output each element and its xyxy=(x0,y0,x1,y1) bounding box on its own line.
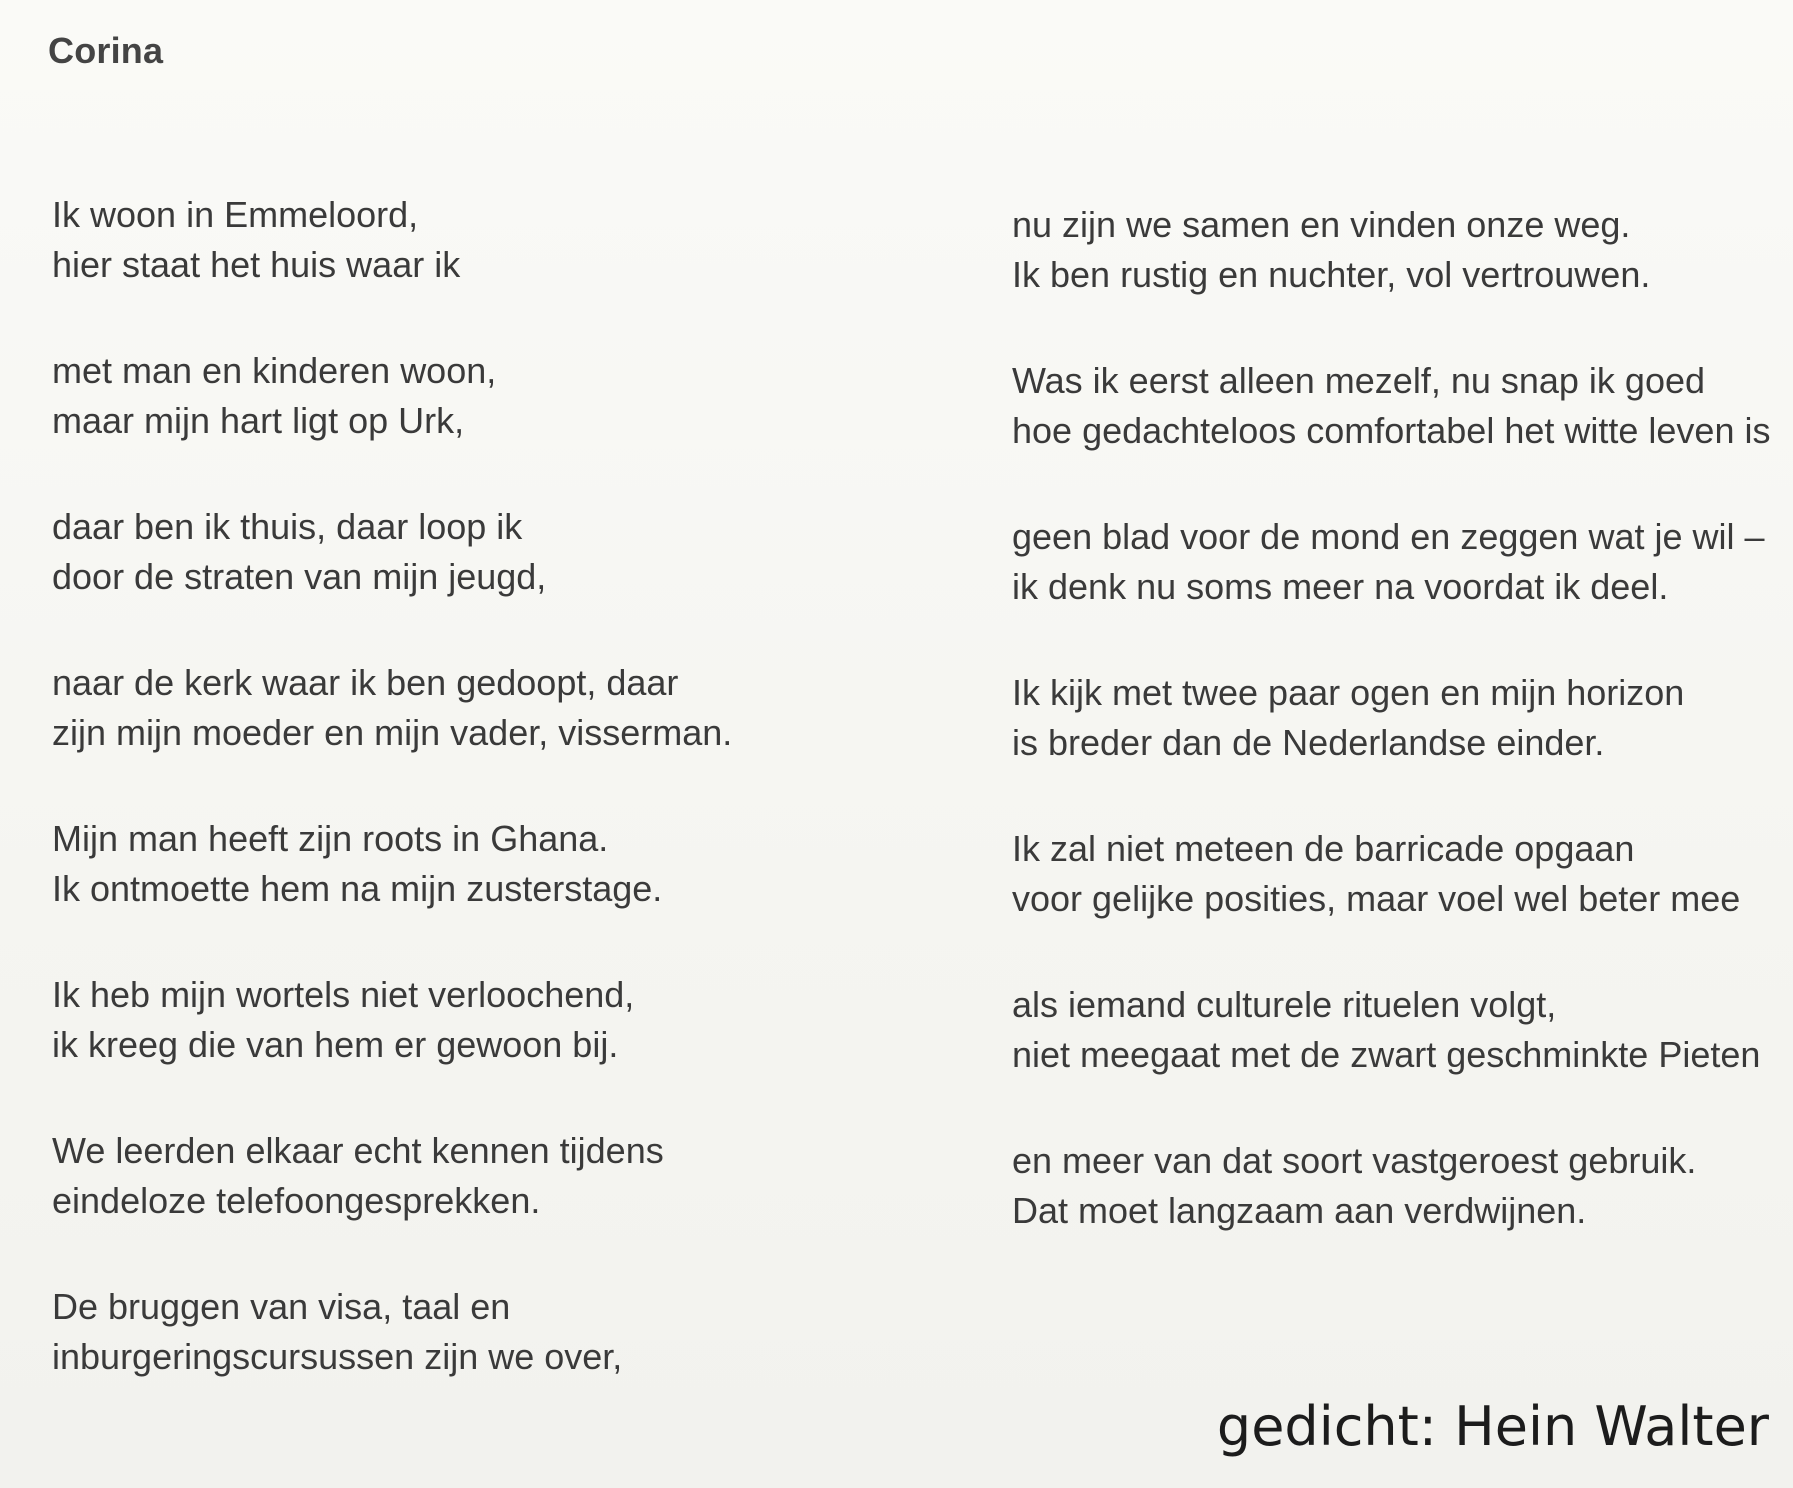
poem-line: Was ik eerst alleen mezelf, nu snap ik goed xyxy=(1012,360,1706,401)
poem-line: Mijn man heeft zijn roots in Ghana. xyxy=(52,818,609,859)
stanza xyxy=(52,970,732,1126)
poem-line: door de straten van mijn jeugd, xyxy=(52,556,547,597)
poem-line: daar ben ik thuis, daar loop ik xyxy=(52,506,523,547)
poem-column-left xyxy=(52,190,732,1438)
stanza xyxy=(1012,356,1770,512)
stanza xyxy=(52,814,732,970)
stanza xyxy=(1012,1136,1770,1292)
stanza xyxy=(52,658,732,814)
poem-line: maar mijn hart ligt op Urk, xyxy=(52,400,465,441)
stanza xyxy=(52,1282,732,1438)
poem-line: Ik heb mijn wortels niet verloochend, xyxy=(52,974,635,1015)
poem-line: niet meegaat met de zwart geschminkte Pieten xyxy=(1012,1034,1761,1075)
stanza xyxy=(52,190,732,346)
poem-line: is breder dan de Nederlandse einder. xyxy=(1012,722,1605,763)
poem-line: naar de kerk waar ik ben gedoopt, daar xyxy=(52,662,679,703)
poem-column-right xyxy=(1012,200,1770,1292)
poem-line: ik kreeg die van hem er gewoon bij. xyxy=(52,1024,619,1065)
poem-line: als iemand culturele rituelen volgt, xyxy=(1012,984,1557,1025)
poem-line: nu zijn we samen en vinden onze weg. xyxy=(1012,204,1631,245)
poem-line: eindeloze telefoongesprekken. xyxy=(52,1180,541,1221)
stanza xyxy=(1012,512,1770,668)
poem-line: voor gelijke posities, maar voel wel beter mee xyxy=(1012,878,1741,919)
poem-line: Ik kijk met twee paar ogen en mijn horizon xyxy=(1012,672,1685,713)
poem-line: We leerden elkaar echt kennen tijdens xyxy=(52,1130,664,1171)
poem-title: Corina xyxy=(48,30,164,71)
stanza xyxy=(1012,668,1770,824)
poem-line: hier staat het huis waar ik xyxy=(52,244,461,285)
poem-line: De bruggen van visa, taal en xyxy=(52,1286,511,1327)
poem-line: Dat moet langzaam aan verdwijnen. xyxy=(1012,1190,1587,1231)
stanza xyxy=(52,502,732,658)
poem-line: hoe gedachteloos comfortabel het witte leven is xyxy=(1012,410,1771,451)
poem-line: Ik zal niet meteen de barricade opgaan xyxy=(1012,828,1635,869)
poem-line: Ik ben rustig en nuchter, vol vertrouwen. xyxy=(1012,254,1651,295)
stanza xyxy=(1012,824,1770,980)
stanza xyxy=(52,1126,732,1282)
poem-credit: gedicht: Hein Walter xyxy=(1216,1395,1769,1458)
poem-line: geen blad voor de mond en zeggen wat je wil – xyxy=(1012,516,1765,557)
poem-line: Ik ontmoette hem na mijn zusterstage. xyxy=(52,868,663,909)
stanza xyxy=(1012,200,1770,356)
poem-line: en meer van dat soort vastgeroest gebruik. xyxy=(1012,1140,1697,1181)
poem-line: met man en kinderen woon, xyxy=(52,350,497,391)
poem-line: Ik woon in Emmeloord, xyxy=(52,194,419,235)
poem-line: ik denk nu soms meer na voordat ik deel. xyxy=(1012,566,1669,607)
stanza xyxy=(1012,980,1770,1136)
poem-line: zijn mijn moeder en mijn vader, visserman. xyxy=(52,712,733,753)
stanza xyxy=(52,346,732,502)
poem-line: inburgeringscursussen zijn we over, xyxy=(52,1336,623,1377)
